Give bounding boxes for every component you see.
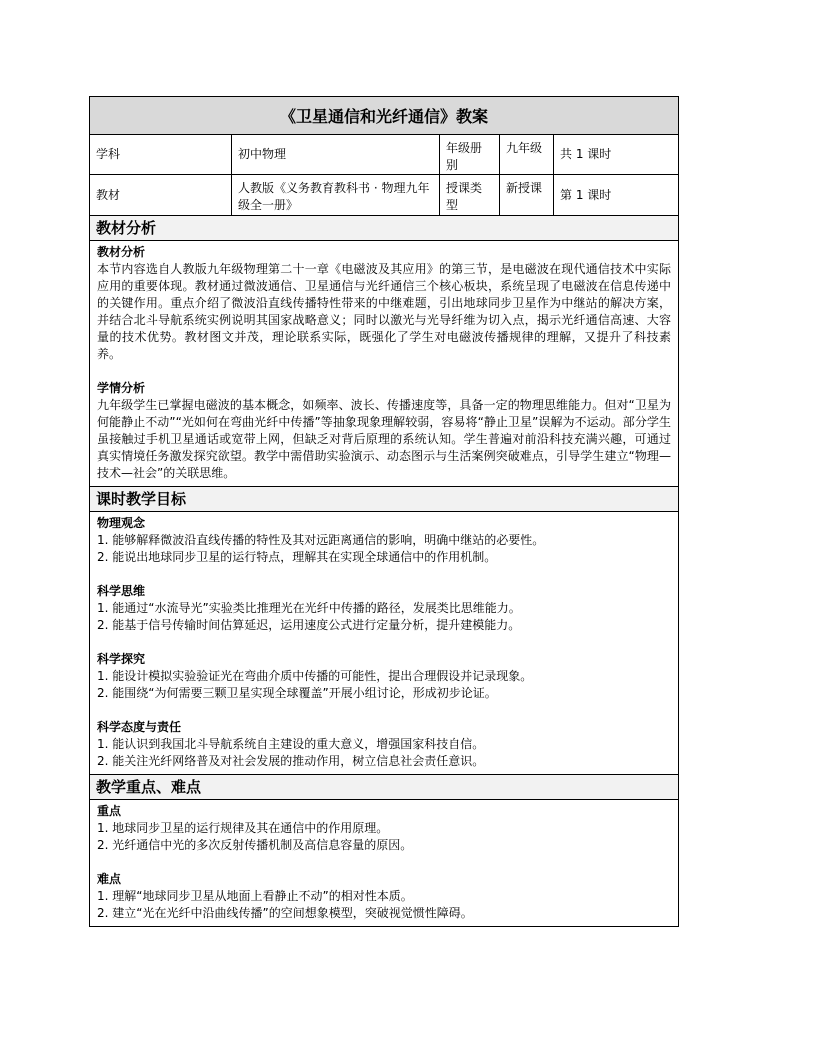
analysis-subheading: 教材分析: [97, 245, 146, 259]
info-row-subject: [90, 135, 678, 175]
goal-item: 2. 能基于信号传输时间估算延迟，运用速度公式进行定量分析，提升建模能力。: [97, 618, 521, 632]
goal-group: [97, 651, 671, 702]
subject-label: 学科: [90, 135, 232, 174]
goal-item: 1. 能认识到我国北斗导航系统自主建设的重大意义，增强国家科技自信。: [97, 737, 485, 751]
goal-item: 2. 能关注光纤网络普及对社会发展的推动作用，树立信息社会责任意识。: [97, 754, 485, 768]
key-group-title: 难点: [97, 872, 122, 886]
key-item: 1. 地球同步卫星的运行规律及其在通信中的作用原理。: [97, 821, 389, 835]
hours-value: 共 1 课时: [560, 147, 612, 161]
material-value: 人教版《义务教育教科书 · 物理九年级全一册》: [232, 175, 440, 215]
key-group-title: 重点: [97, 804, 122, 818]
lesson-value: 第 1 课时: [560, 187, 612, 202]
key-group: [97, 803, 671, 854]
goal-item: 1. 能通过“水流导光”实验类比推理光在光纤中传播的路径，发展类比思维能力。: [97, 601, 521, 615]
goal-group: [97, 583, 671, 634]
learner-subheading: 学情分析: [97, 381, 146, 395]
goal-group-title: 科学态度与责任: [97, 720, 182, 734]
key-item: 2. 光纤通信中光的多次反射传播机制及高信息容量的原因。: [97, 838, 413, 852]
lesson-plan-document: [89, 96, 679, 927]
key-item: 1. 理解“地球同步卫星从地面上看静止不动”的相对性本质。: [97, 889, 413, 903]
goal-group: [97, 515, 671, 566]
learner-paragraph: 九年级学生已掌握电磁波的基本概念，如频率、波长、传播速度等，具备一定的物理思维能力。但对“卫星为何能静止不动”“光如何在弯曲光纤中传播”等抽象现象理解较弱，容易将“静止卫星”误解为不运动。部分学生虽接触过手机卫星通话或宽带上网，但缺乏对背后原理的系统认知。学生普遍对前沿科技充满兴趣，可通过真实情境任务激发探究欲望。教学中需借助实验演示、动态图示与生活案例突破难点，引导学生建立“物理—技术—社会”的关联思维。: [97, 398, 671, 480]
grade-label: 年级册别: [440, 135, 500, 174]
material-label: 教材: [90, 175, 232, 215]
goal-group-title: 物理观念: [97, 516, 146, 530]
analysis-section: [90, 241, 678, 487]
goal-group-title: 科学思维: [97, 584, 146, 598]
goal-item: 2. 能围绕“为何需要三颗卫星实现全球覆盖”开展小组讨论，形成初步论证。: [97, 686, 497, 700]
goals-heading: 课时教学目标: [90, 487, 678, 512]
subject-value: 初中物理: [232, 135, 440, 174]
key-item: 2. 建立“光在光纤中沿曲线传播”的空间想象模型，突破视觉惯性障碍。: [97, 906, 473, 920]
goal-item: 2. 能说出地球同步卫星的运行特点，理解其在实现全球通信中的作用机制。: [97, 550, 497, 564]
key-group: [97, 871, 671, 922]
goal-group: [97, 719, 671, 770]
goal-item: 1. 能够解释微波沿直线传播的特性及其对远距离通信的影响，明确中继站的必要性。: [97, 533, 545, 547]
analysis-heading: 教材分析: [90, 216, 678, 241]
goal-group-title: 科学探究: [97, 652, 146, 666]
info-row-material: [90, 175, 678, 216]
grade-value: 九年级: [500, 135, 554, 174]
type-value: 新授课: [500, 175, 554, 215]
analysis-paragraph: 本节内容选自人教版九年级物理第二十一章《电磁波及其应用》的第三节，是电磁波在现代通信技术中实际应用的重要体现。教材通过微波通信、卫星通信与光纤通信三个核心板块，系统呈现了电磁波在信息传递中的关键作用。重点介绍了微波沿直线传播特性带来的中继难题，引出地球同步卫星作为中继站的解决方案，并结合北斗导航系统实例说明其国家战略意义；同时以激光与光导纤维为切入点，揭示光纤通信高速、大容量的技术优势。教材图文并茂，理论联系实际，既强化了学生对电磁波传播规律的理解，又提升了科技素养。: [97, 262, 671, 361]
key-points-section: [90, 800, 678, 926]
type-label: 授课类型: [440, 175, 500, 215]
document-title: 《卫星通信和光纤通信》教案: [90, 97, 678, 135]
key-points-heading: 教学重点、难点: [90, 775, 678, 800]
goals-section: [90, 512, 678, 775]
goal-item: 1. 能设计模拟实验验证光在弯曲介质中传播的可能性，提出合理假设并记录现象。: [97, 669, 533, 683]
